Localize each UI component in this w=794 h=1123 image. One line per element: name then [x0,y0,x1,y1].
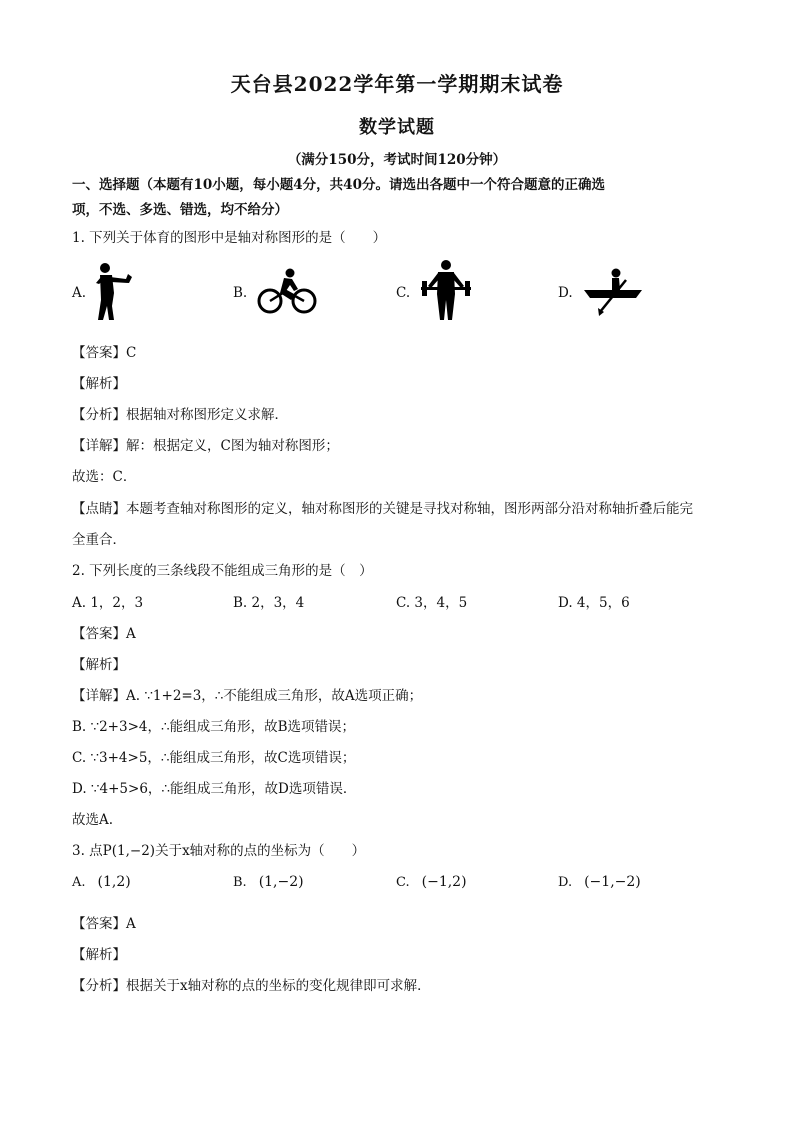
q2-detail-4: D. ∵4+5>6，∴能组成三角形，故D选项错误． [72,781,357,797]
q2-detail-3: C. ∵3+4>5，∴能组成三角形，故C选项错误； [72,750,356,766]
q3-option-c [396,874,467,890]
q2-answer: 【答案】A [72,626,136,642]
q2-jiexi: 【解析】 [72,657,126,673]
section-heading-line2: 项，不选、多选、错选，均不给分） [72,202,288,218]
q1-stem: 1. 下列关于体育的图形中是轴对称图形的是（ ） [72,230,387,246]
section-heading-line1: 一、选择题（本题有10小题，每小题4分，共40分。请选出各题中一个符合题意的正确选 [72,177,605,193]
q3-option-d-label: D. [558,875,573,890]
q2-option-b: B. 2，3，4 [233,595,305,611]
q3-option-b-label: B. [233,875,247,890]
q3-option-a [72,874,131,890]
q3-option-a-value: (1,2) [97,874,131,890]
q3-jiexi: 【解析】 [72,947,126,963]
q2-option-c: C. 3，4，5 [396,595,468,611]
cyclist-icon [256,267,318,315]
rower-icon [582,266,646,316]
q3-option-a-label: A. [72,875,86,890]
q3-option-b-value: (1,−2) [258,874,304,890]
q2-stem: 2. 下列长度的三条线段不能组成三角形的是（ ） [72,563,373,579]
exam-title: 天台县2022学年第一学期期末试卷 [230,72,564,96]
weightlifter-icon [418,258,474,322]
q2-choice: 故选A. [72,812,114,828]
q1-analysis: 【分析】根据轴对称图形定义求解． [72,407,288,423]
q3-option-c-label: C. [396,875,410,890]
exam-subject: 数学试题 [359,117,435,138]
boxing-figure-icon [88,260,138,322]
q2-option-a: A. 1，2，3 [72,595,144,611]
q3-option-b [233,874,304,890]
q1-option-c-label: C. [396,285,411,301]
q1-choice: 故选：C． [72,469,137,485]
q2-detail-2: B. ∵2+3>4，∴能组成三角形，故B选项错误； [72,719,355,735]
q1-option-d-label: D. [558,285,573,301]
q3-answer: 【答案】A [72,916,136,932]
q1-answer: 【答案】C [72,345,137,361]
q3-option-c-value: (−1,2) [421,874,467,890]
q1-comment-line1: 【点睛】本题考查轴对称图形的定义，轴对称图形的关键是寻找对称轴，图形两部分沿对称轴折叠后能完 [72,501,693,517]
q3-stem: 3. 点P(1,−2)关于x轴对称的点的坐标为（ ） [72,843,366,859]
q3-option-d [558,874,641,890]
q1-option-b-label: B. [233,285,248,301]
q3-option-d-value: (−1,−2) [584,874,641,890]
q1-option-a-label: A. [72,285,87,301]
q3-analysis: 【分析】根据关于x轴对称的点的坐标的变化规律即可求解． [72,978,431,994]
q2-option-d: D. 4，5，6 [558,595,630,611]
exam-info: （满分150分，考试时间120分钟） [287,152,507,168]
q2-detail-1: 【详解】A. ∵1+2=3，∴不能组成三角形，故A选项正确； [72,688,423,704]
q1-detail: 【详解】解：根据定义，C图为轴对称图形； [72,438,339,454]
q1-jiexi: 【解析】 [72,376,126,392]
q1-comment-line2: 全重合． [72,532,126,548]
